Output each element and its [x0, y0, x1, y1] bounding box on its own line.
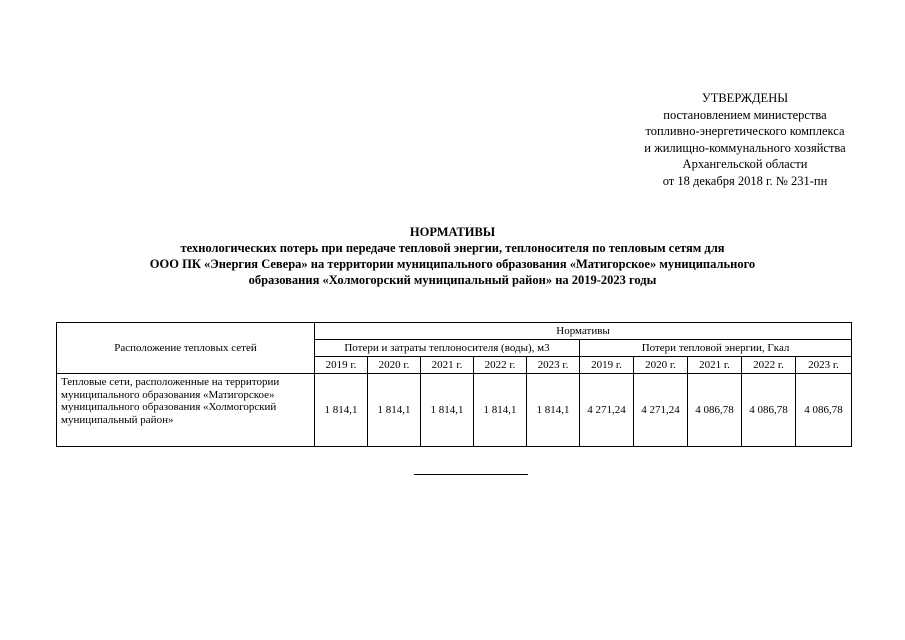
approval-line: и жилищно-коммунального хозяйства — [644, 140, 846, 155]
year-header: 2022 г. — [742, 357, 796, 374]
year-header: 2021 г. — [688, 357, 742, 374]
water-loss-value: 1 814,1 — [368, 374, 421, 447]
title-line: технологических потерь при передаче тепловой энергии, теплоносителя по тепловым сетям для — [180, 241, 725, 255]
water-loss-value: 1 814,1 — [421, 374, 474, 447]
year-header: 2023 г. — [527, 357, 580, 374]
water-losses-header: Потери и затраты теплоносителя (воды), м3 — [315, 340, 580, 357]
approval-block — [600, 90, 890, 189]
heat-loss-value: 4 086,78 — [742, 374, 796, 447]
heat-losses-header: Потери тепловой энергии, Гкал — [580, 340, 852, 357]
title-line: ООО ПК «Энергия Севера» на территории муниципального образования «Матигорское» муниципального — [149, 257, 756, 271]
year-header: 2022 г. — [474, 357, 527, 374]
approval-line: Архангельской области — [682, 157, 808, 171]
heat-loss-value: 4 271,24 — [634, 374, 688, 447]
norms-table — [56, 322, 852, 447]
heat-loss-value: 4 271,24 — [580, 374, 634, 447]
heat-loss-value: 4 086,78 — [796, 374, 852, 447]
year-header: 2020 г. — [634, 357, 688, 374]
water-loss-value: 1 814,1 — [315, 374, 368, 447]
water-loss-value: 1 814,1 — [474, 374, 527, 447]
closing-divider — [414, 474, 528, 475]
approval-line: топливно-энергетического комплекса — [645, 124, 845, 138]
year-header: 2019 г. — [315, 357, 368, 374]
approval-line: от 18 декабря 2018 г. № 231-пн — [662, 173, 828, 188]
year-header: 2019 г. — [580, 357, 634, 374]
year-header: 2020 г. — [368, 357, 421, 374]
year-header: 2021 г. — [421, 357, 474, 374]
heat-loss-value: 4 086,78 — [688, 374, 742, 447]
year-header: 2023 г. — [796, 357, 852, 374]
title-line: образования «Холмогорский муниципальный район» на 2019-2023 годы — [248, 273, 657, 287]
water-loss-value: 1 814,1 — [527, 374, 580, 447]
location-header: Расположение тепловых сетей — [57, 323, 315, 374]
table-row — [57, 374, 852, 447]
approval-line: УТВЕРЖДЕНЫ — [701, 91, 789, 105]
title-heading: НОРМАТИВЫ — [409, 225, 496, 239]
location-cell: Тепловые сети, расположенные на территории муниципального образования «Матигорское» муниципального образования «Холмогорский муниципальный район» — [57, 374, 315, 447]
norms-header: Нормативы — [315, 323, 852, 340]
document-title — [40, 224, 865, 288]
approval-line: постановлением министерства — [663, 107, 827, 122]
